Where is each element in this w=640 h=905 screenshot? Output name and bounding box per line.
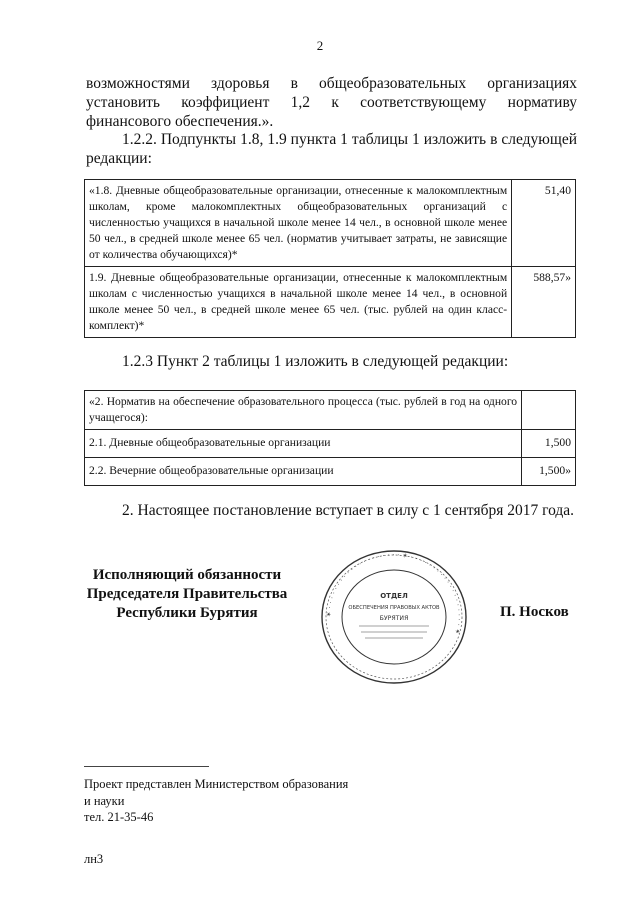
page-number: 2	[316, 38, 324, 53]
footer-note	[84, 776, 348, 826]
footer-line: и науки	[84, 793, 125, 808]
official-stamp	[319, 548, 469, 686]
table-cell-text: 1.9. Дневные общеобразовательные организации, отнесенные к малокомплектным школам с численностью учащихся в начальной школе менее 14 чел., в основной школе менее 50 чел., в средней школе менее 65 чел. (тыс. рублей на один класс-комплект)*	[85, 267, 512, 338]
stamp-text-line: БУРЯТИЯ	[379, 615, 409, 622]
table-cell-value: 1,500	[522, 430, 576, 458]
table-cell-text: «2. Норматив на обеспечение образовательного процесса (тыс. рублей в год на одного учащегося):	[85, 391, 522, 430]
signatory-title-line: Республики Бурятия	[116, 605, 258, 621]
table-cell-value: 1,500»	[522, 458, 576, 486]
stamp-text-line: ОТДЕЛ	[380, 592, 408, 600]
table-row	[85, 180, 576, 267]
continuation-paragraph: возможностями здоровья в общеобразовательных организациях установить коэффициент 1,2 к соответствующему нормативу финансового обеспечения.».	[86, 75, 577, 130]
paragraph-2: 2. Настоящее постановление вступает в силу с 1 сентября 2017 года.	[122, 502, 575, 519]
table-row	[85, 267, 576, 338]
document-code: лн3	[84, 852, 104, 866]
footer-divider	[84, 766, 209, 767]
norms-table-item-1	[84, 179, 576, 338]
table-cell-value	[522, 391, 576, 430]
table-cell-text: «1.8. Дневные общеобразовательные организации, отнесенные к малокомплектным школам, кроме малокомплектных общеобразовательных организаций с численностью учащихся в начальной школе менее 14 чел., в основной школе менее 50 чел., в средней школе менее 65 чел. (норматив учитывает затраты, не зависящие от количества обучающихся)*	[85, 180, 512, 267]
table-row	[85, 458, 576, 486]
footer-phone: тел. 21-35-46	[84, 810, 154, 824]
footer-line: Проект представлен Министерством образования	[84, 777, 349, 791]
table-row	[85, 391, 576, 430]
table-cell-text: 2.1. Дневные общеобразовательные организации	[85, 430, 522, 458]
table-cell-value: 588,57»	[512, 267, 576, 338]
signatory-title	[80, 566, 294, 623]
signatory-name: П. Носков	[500, 604, 569, 620]
svg-text:✶ · · · · · · · · · · · · · ·: ✶ · · · · · · · · · · · · · · · · · · · · ✶ · · · · · · · · · · · · · · · · · · · ✶	[324, 550, 464, 636]
signatory-title-line: Исполняющий обязанности	[92, 567, 282, 583]
paragraph-1-2-2: 1.2.2. Подпункты 1.8, 1.9 пункта 1 таблицы 1 изложить в следующей редакции:	[86, 131, 577, 167]
signatory-title-line: Председателя Правительства	[86, 586, 288, 602]
paragraph-1-2-3: 1.2.3 Пункт 2 таблицы 1 изложить в следующей редакции:	[122, 353, 509, 370]
stamp-text-line: ОБЕСПЕЧЕНИЯ ПРАВОВЫХ АКТОВ	[348, 605, 440, 611]
norms-table-item-2	[84, 390, 576, 486]
table-cell-text: 2.2. Вечерние общеобразовательные организации	[85, 458, 522, 486]
table-row	[85, 430, 576, 458]
table-cell-value: 51,40	[512, 180, 576, 267]
